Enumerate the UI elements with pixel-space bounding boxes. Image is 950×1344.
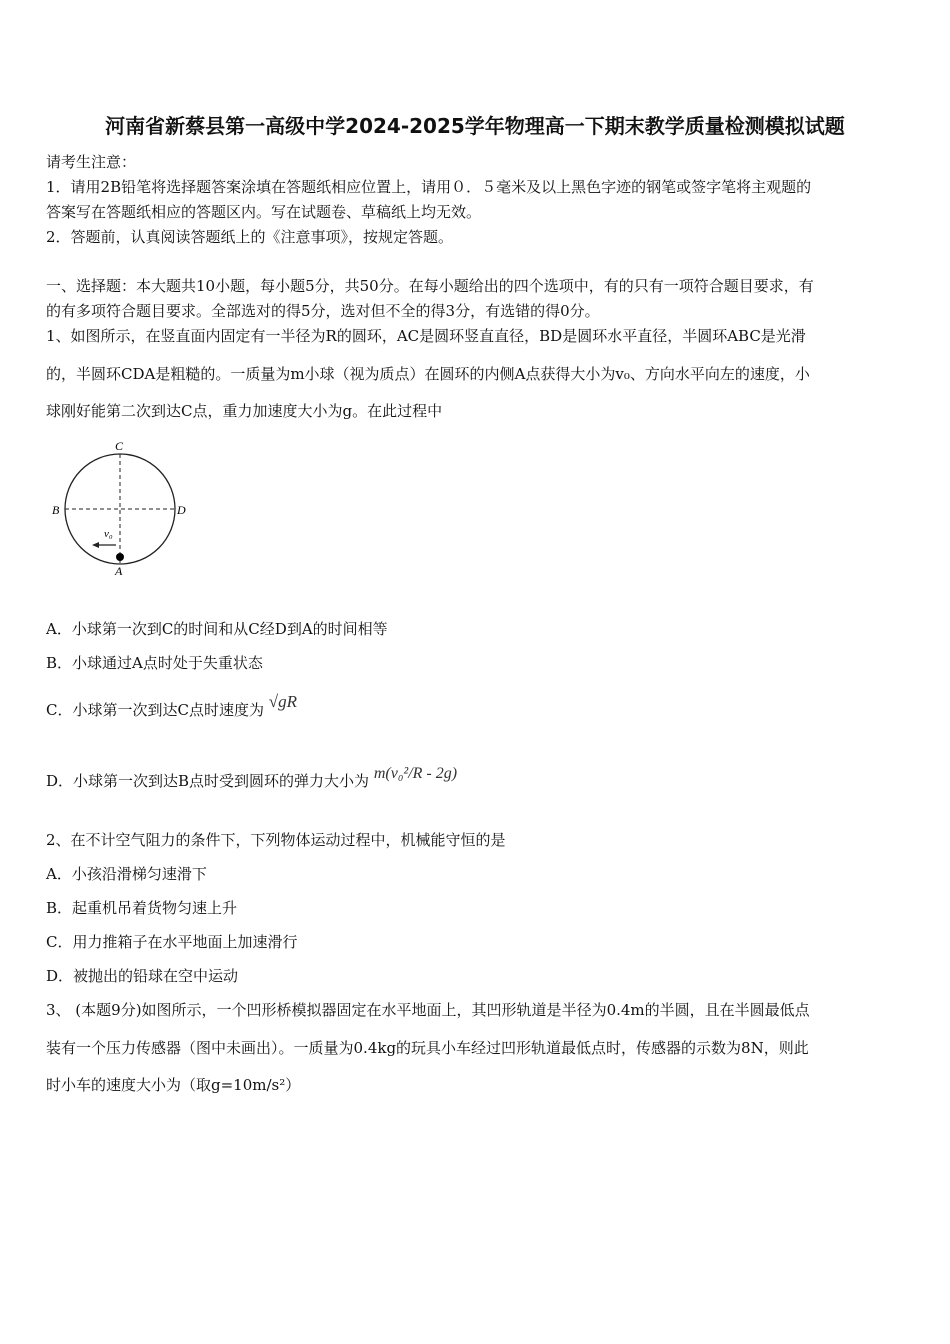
label-a: A (115, 564, 123, 578)
q2-option-b: B．起重机吊着货物匀速上升 (46, 899, 238, 917)
notice-item-1-line-2: 答案写在答题纸相应的答题区内。写在试题卷、草稿纸上均无效。 (46, 203, 482, 221)
q1-option-c-row (46, 692, 297, 720)
q2-option-c: C．用力推箱子在水平地面上加速滑行 (46, 933, 298, 951)
notice-item-1-line-1: 1．请用2B铅笔将选择题答案涂填在答题纸相应位置上，请用０．５毫米及以上黑色字迹的钢笔或签字笔将主观题的 (46, 178, 812, 196)
q1-stem-line-2: 的，半圆环CDA是粗糙的。一质量为m小球（视为质点）在圆环的内侧A点获得大小为v₀、方向水平向左的速度，小 (46, 365, 810, 383)
q1-circle-diagram (46, 436, 196, 581)
q2-stem: 2、在不计空气阻力的条件下，下列物体运动过程中，机械能守恒的是 (46, 831, 506, 849)
q1-option-b: B．小球通过A点时处于失重状态 (46, 654, 263, 672)
label-v0: v₀ (104, 528, 113, 540)
ball-icon (116, 553, 124, 561)
q1-option-a: A．小球第一次到C的时间和从C经D到A的时间相等 (46, 620, 388, 638)
q1-option-d-row (46, 765, 458, 792)
label-c: C (115, 439, 124, 453)
q3-stem-line-1: 3、 (本题9分)如图所示，一个凹形桥模拟器固定在水平地面上，其凹形轨道是半径为0.4m的半圆，且在半圆最低点 (46, 1001, 810, 1019)
section-1-line-2: 的有多项符合题目要求。全部选对的得5分，选对但不全的得3分，有选错的得0分。 (46, 302, 600, 320)
velocity-arrowhead (92, 542, 99, 548)
notice-item-2: 2．答题前，认真阅读答题纸上的《注意事项》，按规定答题。 (46, 228, 454, 246)
q1-option-c: C．小球第一次到达C点时速度为 (46, 701, 264, 719)
notice-heading: 请考生注意： (46, 153, 137, 171)
q3-stem-line-3: 时小车的速度大小为（取g=10m/s²） (46, 1076, 301, 1094)
section-1-line-1: 一、选择题：本大题共10小题，每小题5分，共50分。在每小题给出的四个选项中，有的只有一项符合题目要求，有 (46, 277, 814, 295)
q1-stem-line-1: 1、如图所示，在竖直面内固定有一半径为R的圆环，AC是圆环竖直直径，BD是圆环水平直径，半圆环ABC是光滑 (46, 327, 806, 345)
q1-stem-line-3: 球刚好能第二次到达C点，重力加速度大小为g。在此过程中 (46, 402, 443, 420)
page-title: 河南省新蔡县第一高级中学2024-2025学年物理高一下期末教学质量检测模拟试题 (105, 114, 845, 138)
q2-option-d: D．被抛出的铅球在空中运动 (46, 967, 239, 985)
q2-option-a: A．小孩沿滑梯匀速滑下 (46, 865, 207, 883)
q1-option-c-formula: √gR (268, 692, 297, 711)
q1-option-d: D．小球第一次到达B点时受到圆环的弹力大小为 (46, 772, 370, 790)
q1-option-d-formula: m(v₀²/R - 2g) (373, 765, 458, 782)
label-d: D (177, 503, 186, 517)
label-b: B (52, 503, 60, 517)
q3-stem-line-2: 装有一个压力传感器（图中未画出）。一质量为0.4kg的玩具小车经过凹形轨道最低点时，传感器的示数为8N，则此 (46, 1039, 809, 1057)
